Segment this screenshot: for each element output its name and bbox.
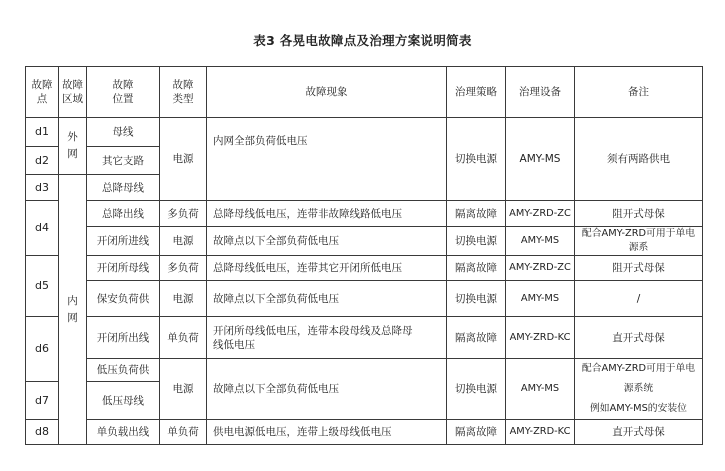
strategy: 切换电源: [447, 118, 506, 201]
fault-type: 单负荷: [160, 420, 207, 445]
table-row: [26, 281, 703, 317]
device: AMY-MS: [506, 118, 575, 201]
fault-point: d5: [26, 256, 59, 317]
fault-type: 电源: [160, 359, 207, 420]
table-row: [26, 359, 703, 382]
area-inner: 内 网: [59, 175, 87, 445]
remark: 直开式母保: [575, 420, 703, 445]
fault-type: 电源: [160, 227, 207, 256]
fault-type: 多负荷: [160, 256, 207, 281]
table-row: [26, 201, 703, 227]
strategy: 隔离故障: [447, 256, 506, 281]
fault-phenomenon: 开闭所母线低电压，连带本段母线及总降母 线低电压: [207, 317, 447, 359]
header-area: 故障 区域: [59, 67, 87, 118]
fault-type: 电源: [160, 281, 207, 317]
fault-position: 低压母线: [87, 382, 160, 420]
fault-position: 保安负荷供: [87, 281, 160, 317]
remark: 直开式母保: [575, 317, 703, 359]
area-outer: 外 网: [59, 118, 87, 175]
fault-phenomenon: 故障点以下全部负荷低电压: [207, 359, 447, 420]
remark: 配合AMY-ZRD可用于单电源系统 例如AMY-MS的安装位: [575, 359, 703, 420]
fault-phenomenon: 总降母线低电压，连带非故障线路低电压: [207, 201, 447, 227]
strategy: 隔离故障: [447, 201, 506, 227]
device: AMY-MS: [506, 359, 575, 420]
fault-type: 电源: [160, 118, 207, 201]
fault-position: 总降母线: [87, 175, 160, 201]
table-row: [26, 420, 703, 445]
header-position: 故障 位置: [87, 67, 160, 118]
fault-point: d3: [26, 175, 59, 201]
fault-point: d8: [26, 420, 59, 445]
fault-table: [25, 66, 703, 445]
table-row: [26, 118, 703, 147]
table-row: [26, 227, 703, 256]
device: AMY-ZRD-KC: [506, 317, 575, 359]
fault-phenomenon: 故障点以下全部负荷低电压: [207, 227, 447, 256]
fault-position: 低压负荷供: [87, 359, 160, 382]
strategy: 切换电源: [447, 359, 506, 420]
fault-point: d2: [26, 147, 59, 175]
strategy: 切换电源: [447, 227, 506, 256]
header-row: [26, 67, 703, 118]
header-type: 故障 类型: [160, 67, 207, 118]
remark: /: [575, 281, 703, 317]
fault-phenomenon: 总降母线低电压，连带其它开闭所低电压: [207, 256, 447, 281]
strategy: 切换电源: [447, 281, 506, 317]
device: AMY-ZRD-ZC: [506, 256, 575, 281]
fault-phenomenon: 内网全部负荷低电压: [207, 118, 447, 201]
remark: 须有两路供电: [575, 118, 703, 201]
fault-position: 母线: [87, 118, 160, 147]
header-remark: 备注: [575, 67, 703, 118]
fault-position: 开闭所出线: [87, 317, 160, 359]
fault-position: 单负载出线: [87, 420, 160, 445]
header-point: 故障 点: [26, 67, 59, 118]
table-row: [26, 256, 703, 281]
table-row: [26, 317, 703, 359]
device: AMY-MS: [506, 281, 575, 317]
fault-point: d6: [26, 317, 59, 382]
device: AMY-MS: [506, 227, 575, 256]
remark: 阻开式母保: [575, 201, 703, 227]
remark: 阻开式母保: [575, 256, 703, 281]
fault-position: 其它支路: [87, 147, 160, 175]
fault-position: 开闭所母线: [87, 256, 160, 281]
fault-phenomenon: 故障点以下全部负荷低电压: [207, 281, 447, 317]
fault-type: 多负荷: [160, 201, 207, 227]
header-strategy: 治理策略: [447, 67, 506, 118]
strategy: 隔离故障: [447, 420, 506, 445]
fault-type: 单负荷: [160, 317, 207, 359]
remark: 配合AMY-ZRD可用于单电源系: [575, 227, 703, 256]
fault-phenomenon: 供电电源低电压，连带上级母线低电压: [207, 420, 447, 445]
fault-position: 总降出线: [87, 201, 160, 227]
header-phenomenon: 故障现象: [207, 67, 447, 118]
fault-position: 开闭所进线: [87, 227, 160, 256]
device: AMY-ZRD-ZC: [506, 201, 575, 227]
fault-point: d7: [26, 382, 59, 420]
strategy: 隔离故障: [447, 317, 506, 359]
fault-point: d1: [26, 118, 59, 147]
device: AMY-ZRD-KC: [506, 420, 575, 445]
header-device: 治理设备: [506, 67, 575, 118]
table-title: 表3 各晃电故障点及治理方案说明简表: [253, 33, 472, 48]
fault-point: d4: [26, 201, 59, 256]
